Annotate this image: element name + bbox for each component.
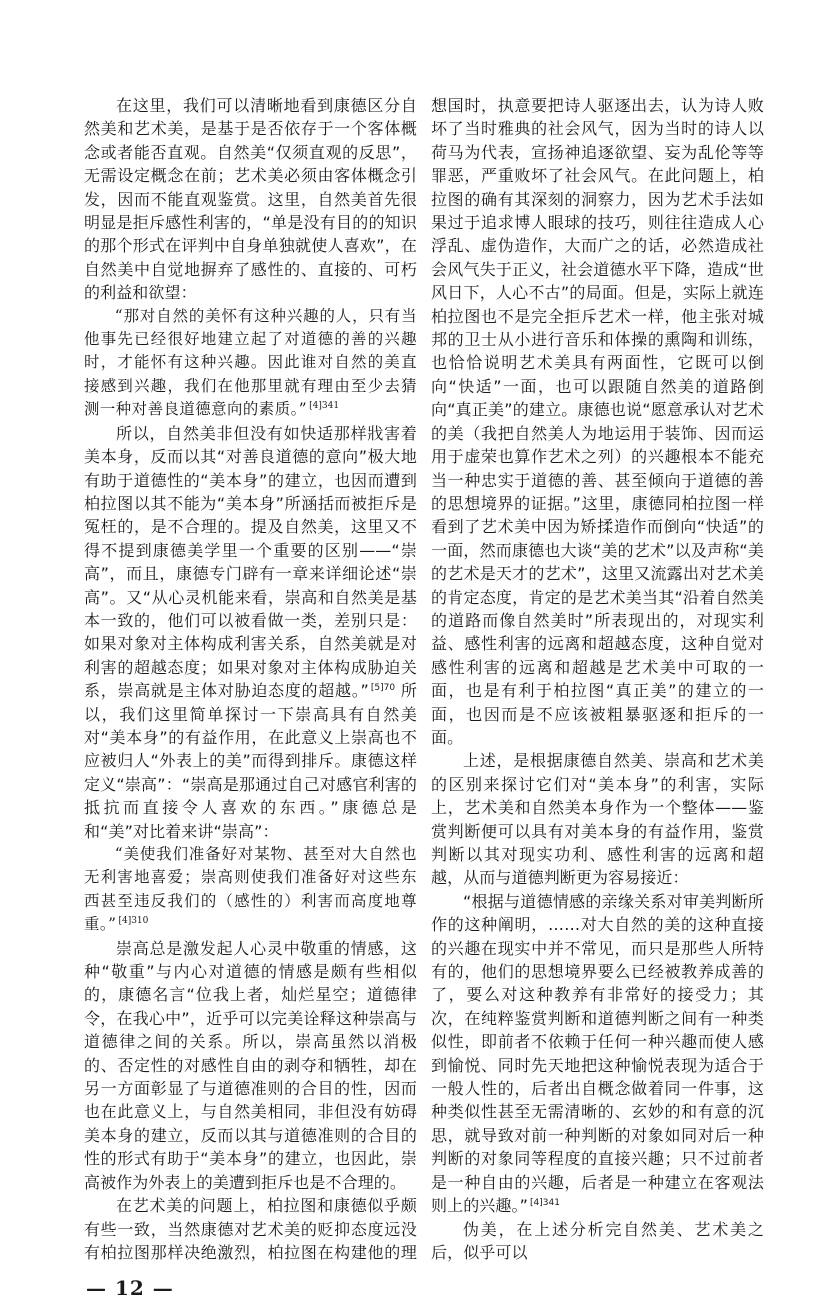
citation-reference: [4]341 — [309, 401, 340, 412]
paragraph-text: 在这里，我们可以清晰地看到康德区分自然美和艺术美，是基于是否依存于一个客体概念或者能否直观。自然美“仅须直观的反思”，无需设定概念在前；艺术美必须由客体概念引发，因而不能直观鉴赏。这里，自然美首先很明显是拒斥感性利害的，“单是没有目的的知识的那个形式在评判中自身单独就使人喜欢”，在自然美中自觉地摒弃了感性的、直接的、可朽的利益和欲望： — [84, 96, 417, 303]
paragraph-text: “根据与道德情感的亲缘关系对审美判断所作的这种阐明，……对大自然的美的这种直接的兴趣在现实中并不常见，而只是那些人所特有的，他们的思想境界要么已经被教养成善的了，要么对这种教养有非常好的接受力；其次，在纯粹鉴赏判断和道德判断之间有一种类似性，即前者不依赖于任何一种兴趣而使人感到愉悦、同时先天地把这种愉悦表现为适合于一般人性的，后者出自概念做着同一件事，这种类似性甚至无需清晰的、玄妙的和有意的沉思，就导致对前一种判断的对象如同对后一种判断的对象同等程度的直接兴趣；只不过前者是一种自由的兴趣，后者是一种建立在客观法则上的兴趣。” — [431, 891, 764, 1216]
paragraph-text: 上述，是根据康德自然美、崇高和艺术美的区别来探讨它们对“美本身”的利害，实际上，艺术美和自然美本身作为一个整体——鉴赏判断便可以具有对美本身的有益作用，鉴赏判断以其对现实功利、感性利害的远离和超越，从而与道德判断更为容易接近： — [431, 751, 764, 888]
body-paragraph — [84, 937, 417, 1194]
paragraph-text: 崇高总是激发起人心灵中敬重的情感，这种“敬重”与内心对道德的情感是颇有些相似的，康德名言“位我上者，灿烂星空；道德律令，在我心中”，近乎可以完美诠释这种崇高与道德律之间的关系。所以，崇高虽然以消极的、否定性的对感性自由的剥夺和牺牲，却在另一方面彰显了与道德准则的合目的性，因而也在此意义上，与自然美相同，非但没有妨碍美本身的建立，反而以其与道德准则的合目的性的形式有助于“美本身”的建立，也因此，崇高被作为外表上的美遭到拒斥也是不合理的。 — [84, 938, 417, 1192]
page-number: — 12 — — [86, 1276, 174, 1300]
paragraph-text: “那对自然的美怀有这种兴趣的人，只有当他事先已经很好地建立起了对道德的善的兴趣时，才能怀有这种兴趣。因此谁对自然的美直接感到兴趣，我们在他那里就有理由至少去猜测一种对善良道德意向的素质。” — [84, 306, 417, 419]
article-body — [84, 94, 764, 1264]
block-quote — [84, 843, 417, 937]
block-quote — [84, 305, 417, 422]
paragraph-text: 所以，我们这里简单探讨一下崇高具有自然美对“美本身”的有益作用，在此意义上崇高也不应被归人“外表上的美”而得到排斥。康德这样定义“崇高”：“崇高是那通过自己对感官利害的抵抗而直接令人喜欢的东西。”康德总是和“美”对比着来讲“崇高”： — [84, 681, 417, 841]
body-paragraph — [431, 749, 764, 889]
citation-reference: [4]310 — [118, 916, 149, 927]
body-paragraph — [84, 94, 417, 305]
paragraph-text: 在艺术美的问题上，柏拉图和康德似乎颇有些一致，当然康德对艺术美的贬抑态度远没有柏拉图那样决绝激烈，柏拉图在构建他的理想国时，执意要把诗人驱逐出去，认为诗人败坏了当时雅典的社会风气，因为当时的诗人以荷马为代表，宣扬神追逐欲望、妄为乱伦等等罪恶，严重败坏了社会风气。在此问题上，柏拉图的确有其深刻的洞察力，因为艺术手法如果过于追求博人眼球的技巧，则往往造成人心浮乱、虚伪造作，大而广之的话，必然造成社会风气失于正义，社会道德水平下降，造成“世风日下，人心不古”的局面。但是，实际上就连柏拉图也不是完全拒斥艺术一样，他主张对城邦的卫士从小进行音乐和体操的熏陶和训练，也恰恰说明艺术美具有两面性，它既可以倒向“快适”一面，也可以跟随自然美的道路倒向“真正美”的建立。康德也说“愿意承认对艺术的美（我把自然美人为地运用于装饰、因而运用于虚荣也算作艺术之列）的兴趣根本不能充当一种忠实于道德的善、甚至倾向于道德的善的思想境界的证据。”这里，康德同柏拉图一样看到了艺术美中因为矫揉造作而倒向“快适”的一面，然而康德也大谈“美的艺术”以及声称“美的艺术是天才的艺术”，这里又流露出对艺术美的肯定态度，肯定的是艺术美当其“沿着自然美的道路而像自然美时”所表现出的，对现实利益、感性利害的远离和超越态度，这种自觉对感性利害的远离和超越是艺术美中可取的一面，也是有利于柏拉图“真正美”的建立的一面，也因而是不应该被粗暴驱逐和拒斥的一面。 — [84, 96, 764, 1262]
citation-reference: [5]70 — [370, 682, 396, 693]
citation-reference: [4]341 — [530, 1197, 560, 1208]
paragraph-text: “美使我们准备好对某物、甚至对大自然也无利害地喜爱；崇高则使我们准备好对这些东西甚至违反我们的（感性的）利害而高度地尊重。” — [84, 845, 417, 934]
body-paragraph — [431, 1218, 764, 1265]
paragraph-text: 所以，自然美非但没有如快适那样戕害着美本身，反而以其“对善良道德的意向”极大地有助于道德性的“美本身”的建立，也因而遭到柏拉图以其不能为“美本身”所涵括而被拒斥是冤枉的，是不合理的。提及自然美，这里又不得不提到康德美学里一个重要的区别——“崇高”，而且，康德专门辟有一章来详细论述“崇高”。又“从心灵机能来看，崇高和自然美是基本一致的，他们可以被看做一类，差别只是：如果对象对主体构成利害关系，自然美就是对利害的超越态度；如果对象对主体构成胁迫关系，崇高就是主体对胁迫态度的超越。” — [84, 423, 417, 701]
block-quote — [431, 890, 764, 1218]
body-paragraph — [84, 422, 417, 843]
paragraph-text: 伪美，在上述分析完自然美、艺术美之后，似乎可以 — [431, 1219, 764, 1262]
